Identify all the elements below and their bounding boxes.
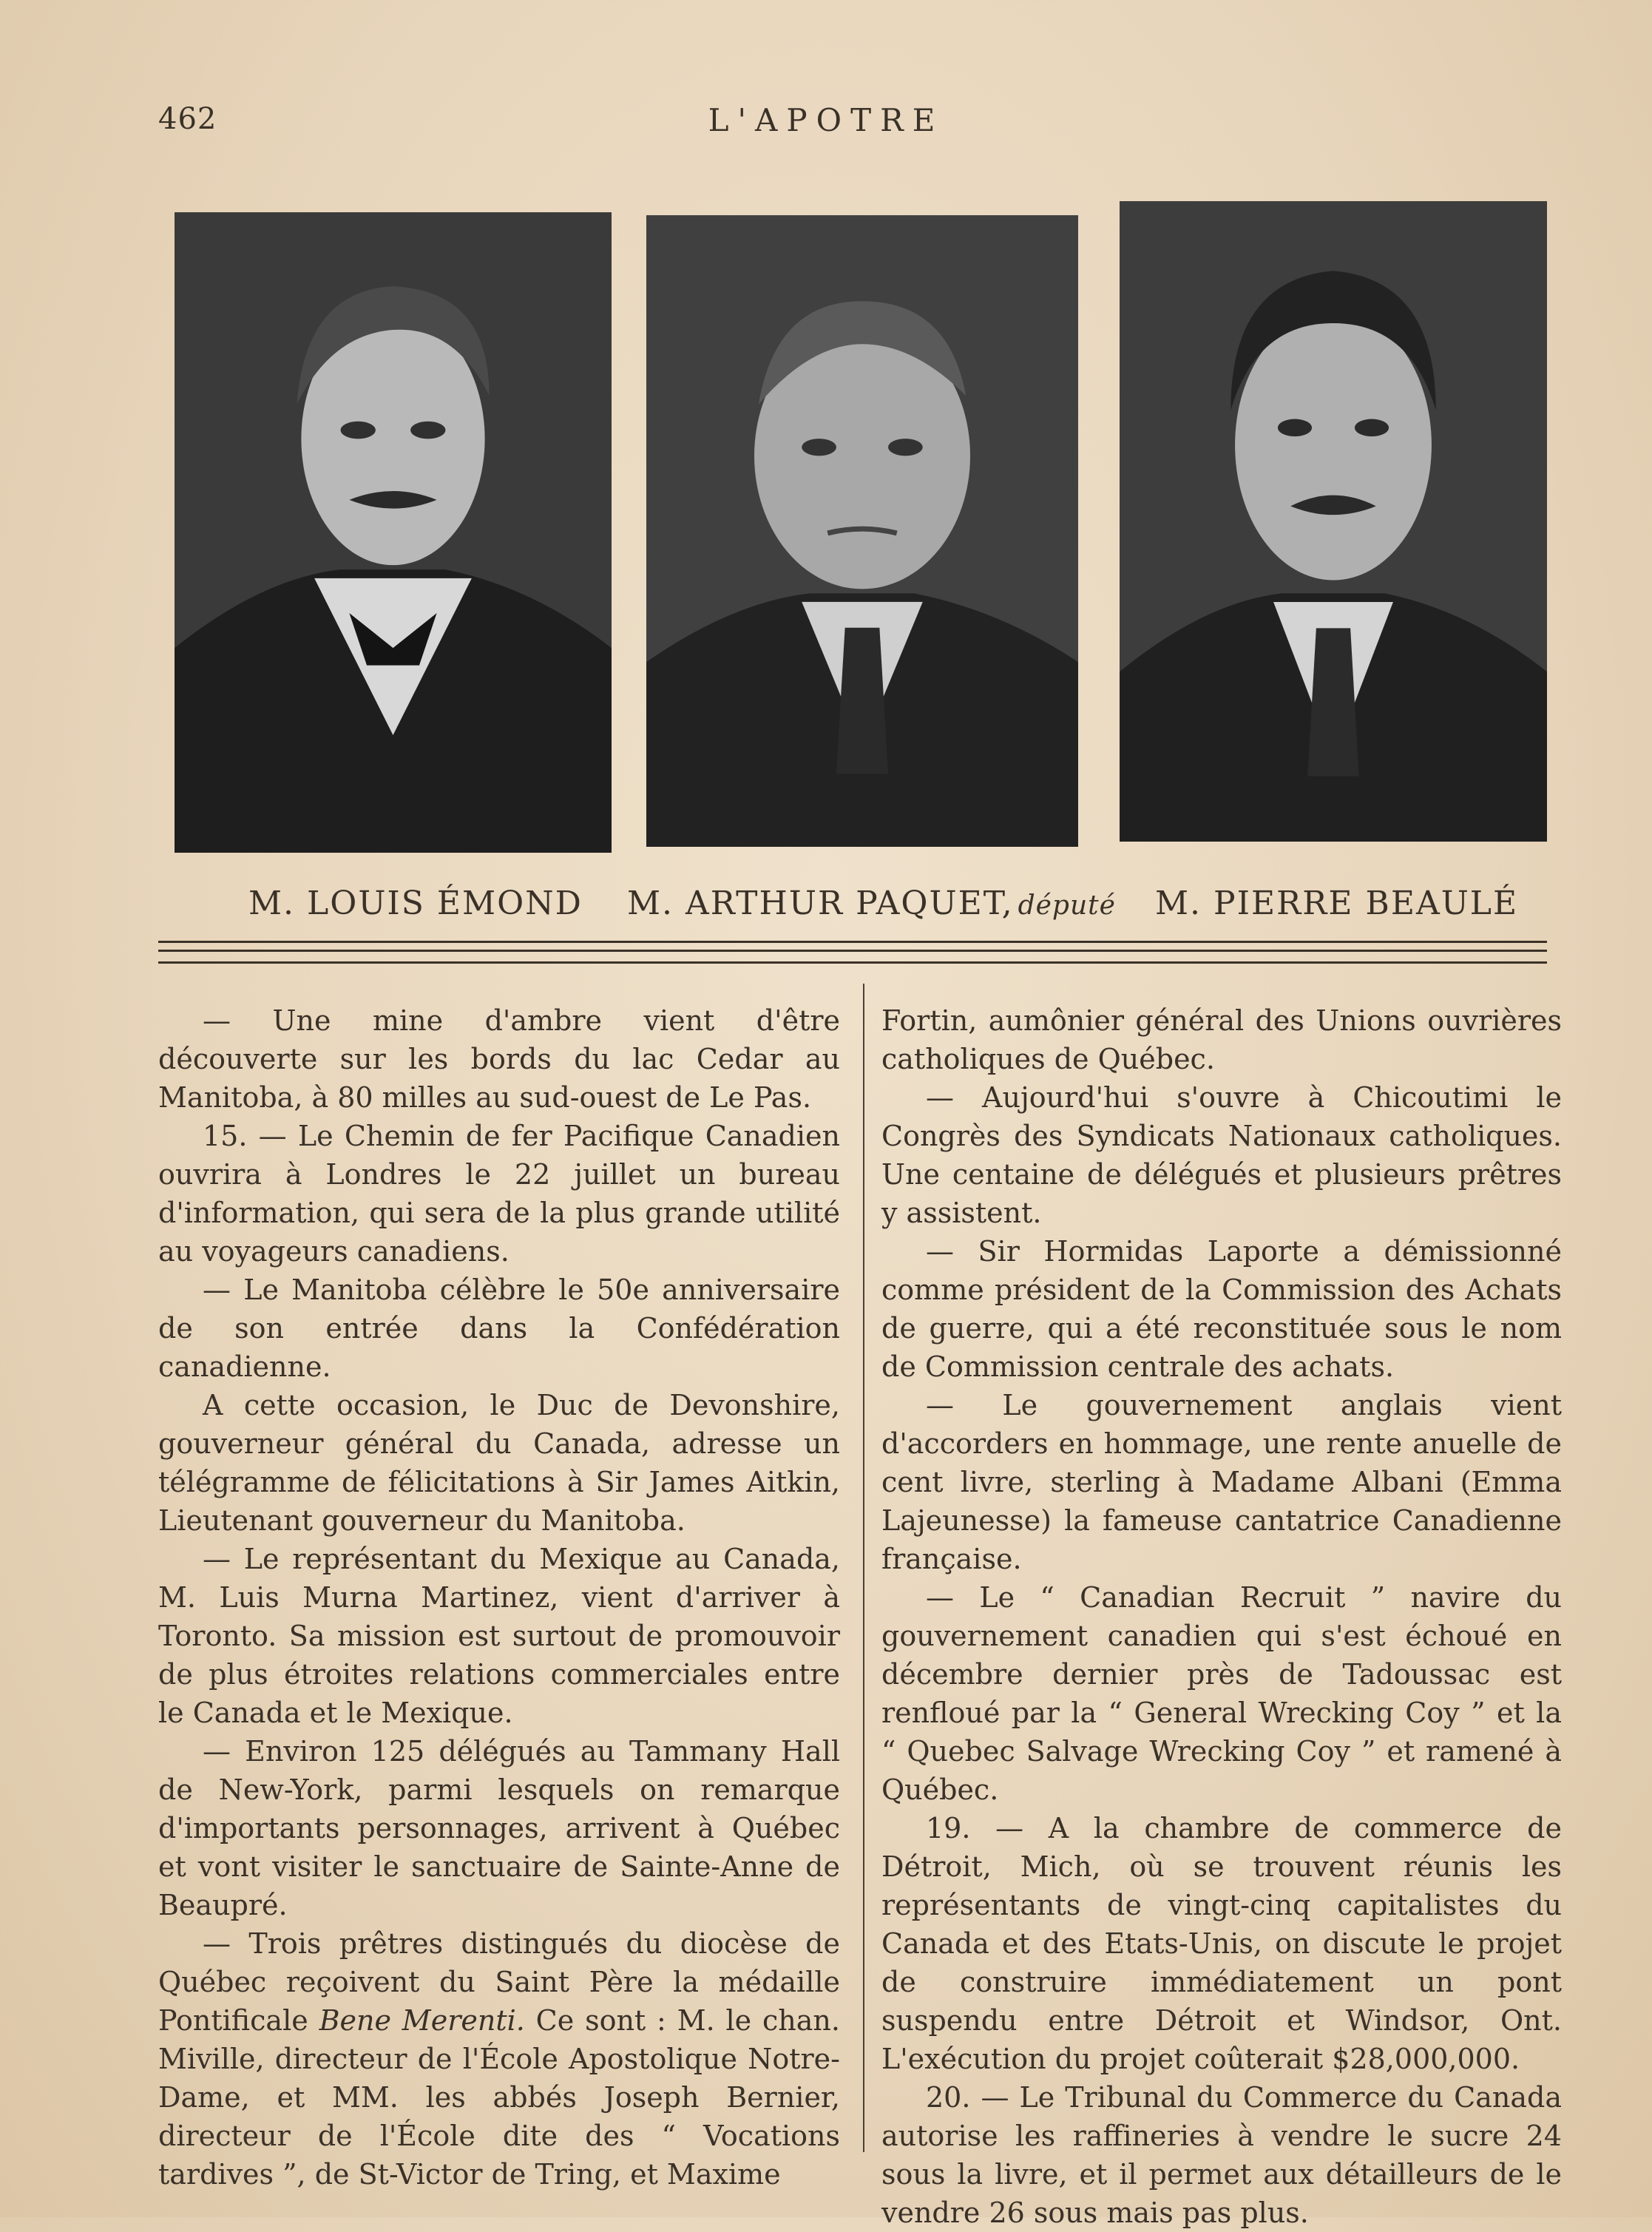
news-paragraph: 19. — A la chambre de commerce de Détroit, Mich, où se trouvent réunis les représentants de vingt-cinq capitalistes du Canada et des Etats-Unis, on discute le projet de construire immédiatement un pont suspendu entre Détroit et Windsor, Ont. L'exécution du projet coûterait $28,000,000. (881, 1812, 1562, 2075)
medal-name: Bene Merenti. (319, 2004, 525, 2037)
portrait-illustration (175, 212, 612, 853)
caption-pierre-beaule (1155, 885, 1518, 922)
divider-rule (158, 950, 1547, 952)
paragraph-text: — Trois prêtres distingués du diocèse de Québec reçoivent du Saint Père la médaille Pontificale (158, 1927, 840, 2037)
caption-text: M. LOUIS ÉMOND (248, 885, 583, 922)
news-paragraph: — Le gouvernement anglais vient d'accorders en hommage, une rente anuelle de cent livre, sterling à Madame Albani (Emma Lajeunesse) la fameuse cantatrice Canadienne française. (881, 1389, 1562, 1575)
news-paragraph: — Une mine d'ambre vient d'être découverte sur les bords du lac Cedar au Manitoba, à 80 milles au sud-ouest de Le Pas. (158, 1004, 840, 1114)
portrait-photo-louis-emond (175, 212, 612, 853)
left-column (158, 1001, 840, 2194)
caption-text: M. PIERRE BEAULÉ (1155, 885, 1519, 922)
portrait-photo-arthur-paquet (646, 215, 1078, 847)
page-header (0, 102, 1652, 139)
news-paragraph: — Environ 125 délégués au Tammany Hall de New-York, parmi lesquels on remarque d'importants personnages, arrivent à Québec et vont visiter le sanctuaire de Sainte-Anne de Beaupré. (158, 1735, 840, 1921)
news-paragraph (158, 1924, 840, 2194)
caption-note: député (1018, 890, 1116, 921)
divider-rule (158, 961, 1547, 964)
divider-rule (158, 941, 1547, 943)
running-title: L'APOTRE (708, 102, 944, 138)
news-paragraph: — Le “ Canadian Recruit ” navire du gouvernement canadien qui s'est échoué en décembre dernier près de Tadoussac est renfloué par la “ General Wrecking Coy ” et la “ Quebec Salvage Wrecking Coy ” et ramené à Québec. (881, 1581, 1562, 1806)
portrait-illustration (1120, 201, 1547, 842)
caption-arthur-paquet (627, 885, 1116, 922)
news-paragraph: Fortin, aumônier général des Unions ouvrières catholiques de Québec. (881, 1004, 1562, 1075)
caption-text: M. ARTHUR PAQUET, (627, 885, 1014, 922)
news-paragraph: A cette occasion, le Duc de Devonshire, gouverneur général du Canada, adresse un télégramme de félicitations à Sir James Aitkin, Lieutenant gouverneur du Manitoba. (158, 1389, 840, 1537)
page-number: 462 (158, 102, 217, 136)
right-column (881, 1001, 1562, 2232)
portrait-illustration (646, 215, 1078, 847)
paragraph-text: Ce sont : M. le chan. Miville, directeur de l'École Apostolique Notre-Dame, et MM. les abbés Joseph Bernier, directeur de l'École dite des “ Vocations tardives ”, de St-Victor de Tring, et Maxime (158, 2004, 840, 2191)
news-paragraph: — Le représentant du Mexique au Canada, M. Luis Murna Martinez, vient d'arriver à Toronto. Sa mission est surtout de promouvoir de plus étroites relations commerciales entre le Canada et le Mexique. (158, 1543, 840, 1729)
portrait-photo-pierre-beaule (1120, 201, 1547, 842)
news-paragraph: — Le Manitoba célèbre le 50e anniversaire de son entrée dans la Confédération canadienne. (158, 1274, 840, 1383)
caption-louis-emond (248, 885, 583, 922)
news-paragraph: — Sir Hormidas Laporte a démissionné comme président de la Commission des Achats de guerre, qui a été reconstituée sous le nom de Commission centrale des achats. (881, 1235, 1562, 1383)
news-paragraph: — Aujourd'hui s'ouvre à Chicoutimi le Congrès des Syndicats Nationaux catholiques. Une centaine de délégués et plusieurs prêtres y assistent. (881, 1081, 1562, 1229)
news-paragraph: 20. — Le Tribunal du Commerce du Canada autorise les raffineries à vendre le sucre 24 sous la livre, et il permet aux détailleurs de le vendre 26 sous mais pas plus. (881, 2081, 1562, 2229)
news-paragraph: 15. — Le Chemin de fer Pacifique Canadien ouvrira à Londres le 22 juillet un bureau d'information, qui sera de la plus grande utilité au voyageurs canadiens. (158, 1120, 840, 1268)
column-divider (863, 984, 864, 2152)
